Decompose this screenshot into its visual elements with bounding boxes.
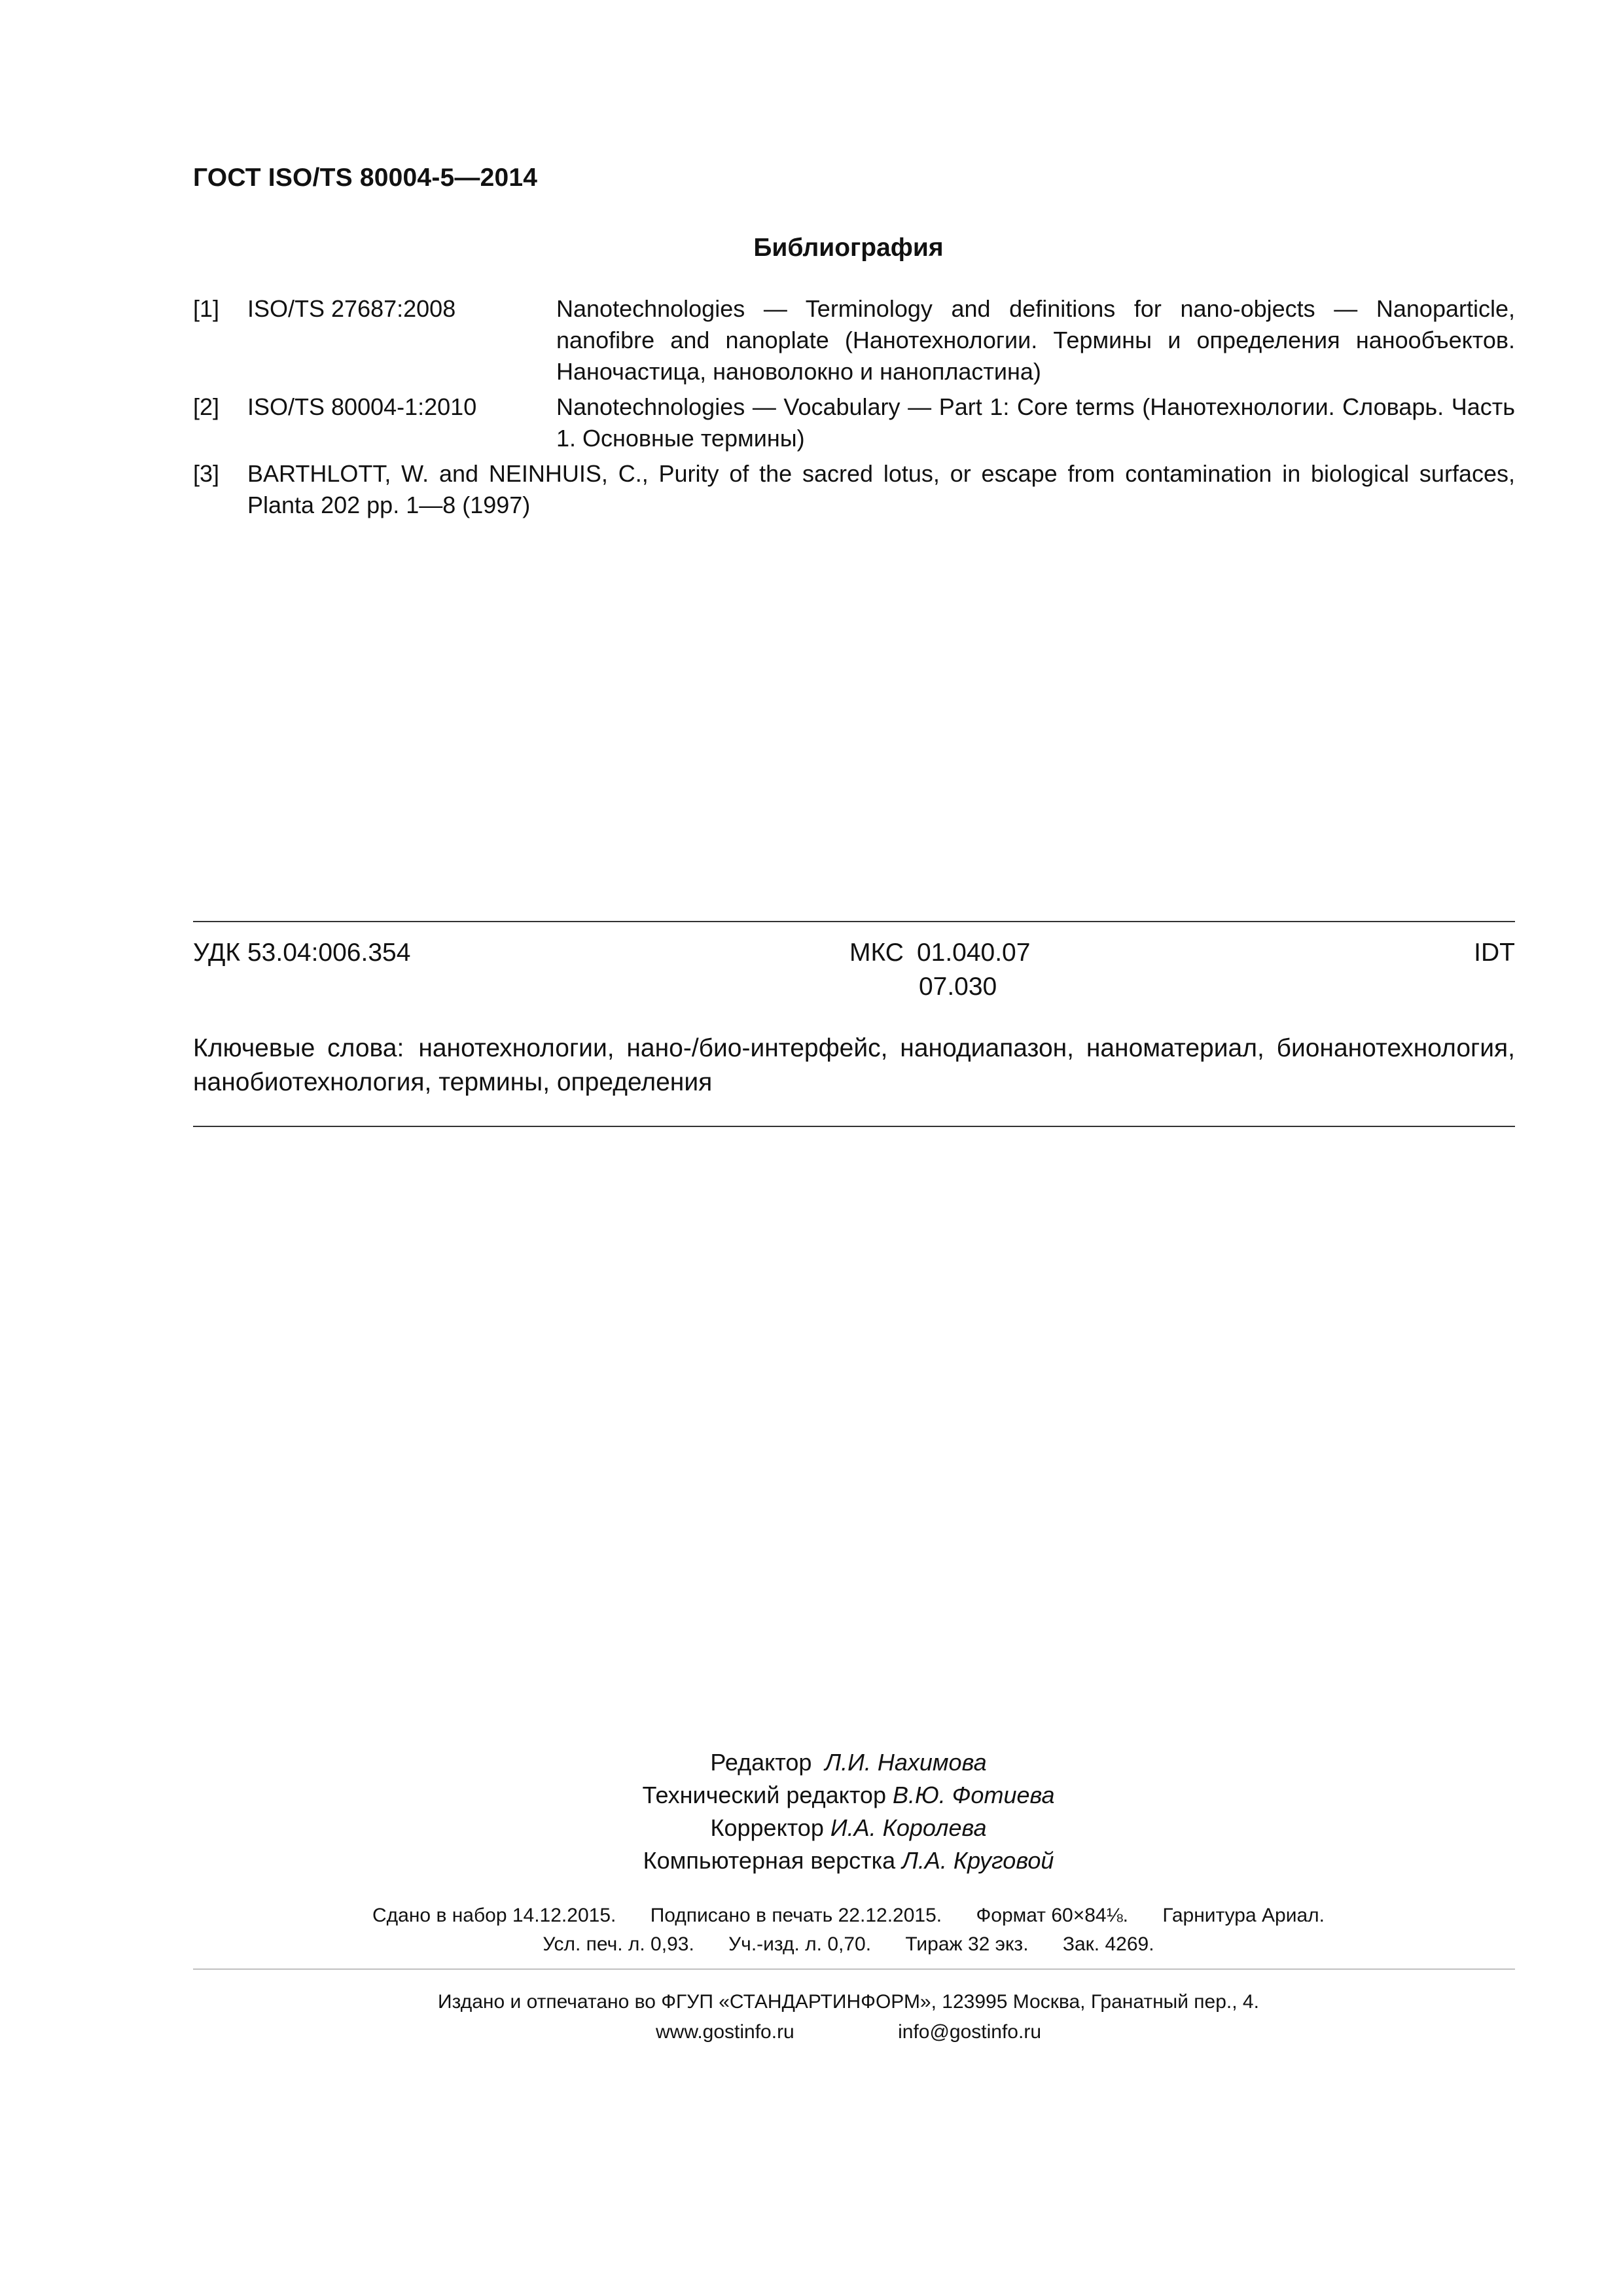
print-info-line-1 xyxy=(0,1901,1623,1930)
document-header: ГОСТ ISO/TS 80004-5—2014 xyxy=(193,164,538,192)
credit-name: Л.И. Нахимова xyxy=(825,1749,987,1776)
mks-code: 01.040.07 xyxy=(916,939,1031,967)
mks-block xyxy=(849,936,1030,1004)
entry-code: ISO/TS 27687:2008 xyxy=(247,295,456,322)
print-signed: Подписано в печать 22.12.2015. xyxy=(650,1905,942,1926)
print-info xyxy=(0,1901,1623,1959)
keywords-label: Ключевые слова: xyxy=(193,1034,404,1062)
credit-corrector xyxy=(0,1812,1623,1844)
credit-role: Редактор xyxy=(710,1749,812,1776)
print-pub-sheets: Уч.-изд. л. 0,70. xyxy=(728,1933,872,1955)
entry-code: ISO/TS 80004-1:2010 xyxy=(247,393,477,420)
credit-role: Технический редактор xyxy=(642,1782,886,1808)
entry-text: Nanotechnologies — Terminology and definitions for nano-objects — Nanoparticle, nanofibre and nanoplate (Нанотехнологии. Термины и определения нанообъектов. Наночастица, нановолокно и нанопластина) xyxy=(556,295,1515,385)
credit-role: Компьютерная верстка xyxy=(643,1847,896,1874)
credit-role: Корректор xyxy=(710,1814,824,1841)
publisher-info xyxy=(0,1987,1623,2047)
credit-layout xyxy=(0,1844,1623,1877)
bibliography-entry xyxy=(193,458,1515,521)
mks-codes xyxy=(917,936,1031,1004)
idt-mark: IDT xyxy=(1474,939,1515,967)
print-sheets: Усл. печ. л. 0,93. xyxy=(543,1933,694,1955)
publisher-website[interactable]: www.gostinfo.ru xyxy=(655,2021,794,2043)
credit-tech-editor xyxy=(0,1779,1623,1812)
udk-code: УДК 53.04:006.354 xyxy=(193,939,411,967)
bibliography-title: Библиография xyxy=(753,234,944,262)
credit-editor xyxy=(0,1746,1623,1779)
divider-top xyxy=(193,921,1515,922)
print-format: Формат 60×84⅛. xyxy=(976,1905,1128,1926)
bibliography-entry xyxy=(193,293,1515,387)
mks-code: 07.030 xyxy=(918,973,997,1001)
bibliography-entry xyxy=(193,391,1515,454)
keywords-text: нанотехнологии, нано-/био-интерфейс, нанодиапазон, наноматериал, бионанотехнология, нанобиотехнология, термины, определения xyxy=(193,1034,1515,1096)
entry-number: [1] xyxy=(193,295,220,322)
publisher-line: Издано и отпечатано во ФГУП «СТАНДАРТИНФОРМ», 123995 Москва, Гранатный пер., 4. xyxy=(438,1991,1259,2013)
mks-label: МКС xyxy=(849,939,904,967)
credit-name: В.Ю. Фотиева xyxy=(892,1782,1055,1808)
print-order: Зак. 4269. xyxy=(1062,1933,1154,1955)
publisher-contacts xyxy=(0,2017,1623,2047)
credit-name: Л.А. Круговой xyxy=(902,1847,1054,1874)
credits xyxy=(0,1746,1623,1877)
credit-name: И.А. Королева xyxy=(830,1814,987,1841)
entry-text: BARTHLOTT, W. and NEINHUIS, C., Purity of the sacred lotus, or escape from contamination in biological surfaces, Planta 202 pp. 1—8 (1997) xyxy=(247,460,1515,518)
divider-bottom xyxy=(193,1126,1515,1127)
bibliography-list xyxy=(193,293,1515,525)
entry-number: [3] xyxy=(193,460,220,487)
print-circulation: Тираж 32 экз. xyxy=(905,1933,1029,1955)
publisher-email[interactable]: info@gostinfo.ru xyxy=(898,2021,1041,2043)
entry-number: [2] xyxy=(193,393,220,420)
keywords xyxy=(193,1031,1515,1100)
print-typeface: Гарнитура Ариал. xyxy=(1162,1905,1325,1926)
print-submitted: Сдано в набор 14.12.2015. xyxy=(372,1905,616,1926)
entry-text: Nanotechnologies — Vocabulary — Part 1: Core terms (Нанотехнологии. Словарь. Часть 1. Основные термины) xyxy=(556,393,1515,452)
print-info-line-2 xyxy=(0,1930,1623,1959)
